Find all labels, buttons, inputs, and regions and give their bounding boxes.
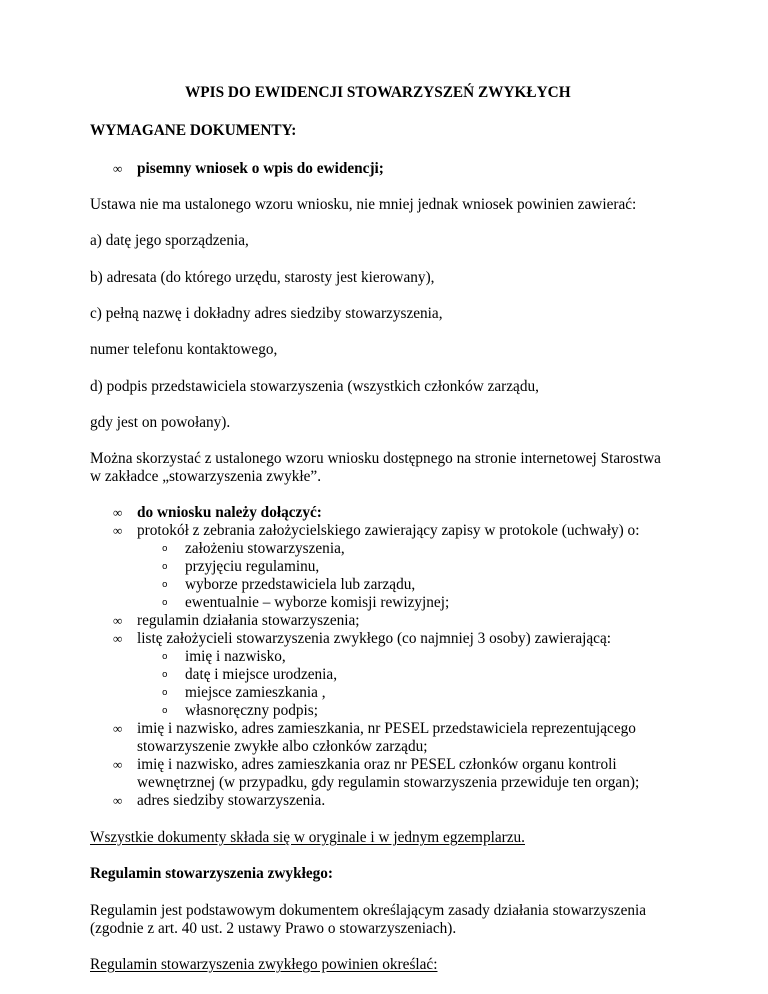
sub-bullet-icon: o [162,670,168,680]
intro-text: Ustawa nie ma ustalonego wzoru wniosku, nie mniej jednak wniosek powinien zawierać: [90,196,637,213]
application-item: pisemny wniosek o wpis do ewidencji; [137,160,384,177]
bullet-icon: ∞ [113,613,123,628]
seat-address-item: adres siedziby stowarzyszenia. [137,792,326,809]
bullet-icon: ∞ [113,757,123,772]
protocol-subitem: wyborze przedstawiciela lub zarządu, [185,576,416,593]
sub-bullet-icon: o [162,688,168,698]
sub-bullet-icon: o [162,598,168,608]
regulamin-heading: Regulamin stowarzyszenia zwykłego: [90,865,334,882]
bullet-icon: ∞ [113,161,123,176]
content-item-a: a) datę jego sporządzenia, [90,232,249,249]
protocol-item: protokół z zebrania założycielskiego zawierający zapisy w protokole (uchwały) o: [137,522,640,539]
bullet-icon: ∞ [113,631,123,646]
sub-bullet-icon: o [162,544,168,554]
protocol-subitem: założeniu stowarzyszenia, [185,540,345,557]
regulamin-should-heading: Regulamin stowarzyszenia zwykłego powinien określać: [90,956,438,973]
bullet-icon: ∞ [113,523,123,538]
regulation-item: regulamin działania stowarzyszenia; [137,612,360,629]
bullet-icon: ∞ [113,793,123,808]
sub-bullet-icon: o [162,562,168,572]
founders-subitem: imię i nazwisko, [185,648,286,665]
representative-item-line1: imię i nazwisko, adres zamieszkania, nr PESEL przedstawiciela reprezentującego [137,720,636,737]
bullet-icon: ∞ [113,505,123,520]
template-note-line1: Można skorzystać z ustalonego wzoru wniosku dostępnego na stronie internetowej Starostwa [90,450,661,467]
content-item-d-continued: gdy jest on powołany). [90,414,231,431]
founders-item: listę założycieli stowarzyszenia zwykłego (co najmniej 3 osoby) zawierającą: [137,630,612,647]
content-item-c: c) pełną nazwę i dokładny adres siedziby stowarzyszenia, [90,305,443,322]
copies-note: Wszystkie dokumenty składa się w oryginale i w jednym egzemplarzu. [90,829,525,846]
founders-subitem: datę i miejsce urodzenia, [185,666,338,683]
founders-subitem: własnoręczny podpis; [185,702,318,719]
regulamin-text-line1: Regulamin jest podstawowym dokumentem określającym zasady działania stowarzyszenia [90,902,647,919]
page-title: WPIS DO EWIDENCJI STOWARZYSZEŃ ZWYKŁYCH [185,84,571,101]
sub-bullet-icon: o [162,706,168,716]
bullet-icon: ∞ [113,721,123,736]
protocol-subitem: ewentualnie – wyborze komisji rewizyjnej; [185,594,450,611]
control-body-item-line1: imię i nazwisko, adres zamieszkania oraz nr PESEL członków organu kontroli [137,756,617,773]
template-note-line2: w zakładce „stowarzyszenia zwykłe”. [90,468,322,485]
required-documents-heading: WYMAGANE DOKUMENTY: [90,122,297,139]
content-item-d: d) podpis przedstawiciela stowarzyszenia (wszystkich członków zarządu, [90,378,539,395]
representative-item-line2: stowarzyszenie zwykłe albo członków zarządu; [137,738,428,755]
sub-bullet-icon: o [162,580,168,590]
sub-bullet-icon: o [162,652,168,662]
regulamin-text-line2: (zgodnie z art. 40 ust. 2 ustawy Prawo o stowarzyszeniach). [90,920,457,937]
attach-heading: do wniosku należy dołączyć: [137,504,322,521]
protocol-subitem: przyjęciu regulaminu, [185,558,320,575]
content-item-b: b) adresata (do którego urzędu, starosty jest kierowany), [90,269,435,286]
content-item-phone: numer telefonu kontaktowego, [90,341,278,358]
founders-subitem: miejsce zamieszkania , [185,684,326,701]
control-body-item-line2: wewnętrznej (w przypadku, gdy regulamin stowarzyszenia przewiduje ten organ); [137,774,640,791]
